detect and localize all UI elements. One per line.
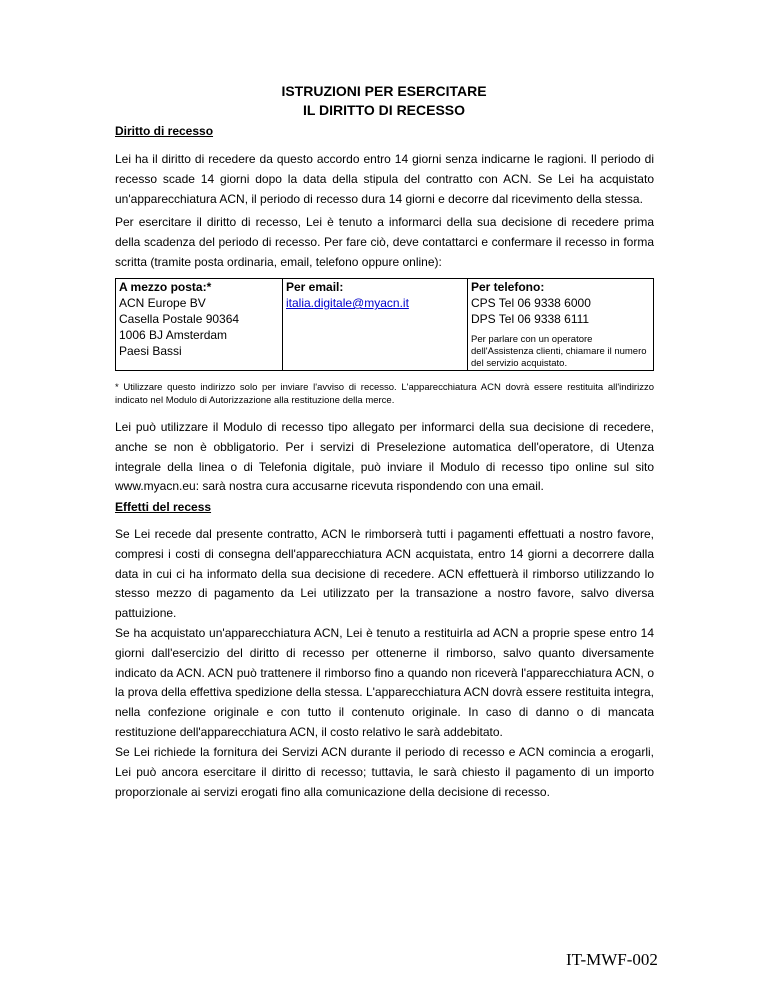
document-title-line-2: IL DIRITTO DI RECESSO — [302, 102, 466, 118]
contact-post-header: A mezzo posta:* — [119, 280, 212, 294]
contact-phone-cell — [468, 279, 654, 371]
contact-email-header: Per email: — [286, 280, 344, 294]
contact-email-link[interactable]: italia.digitale@myacn.it — [286, 296, 409, 310]
contact-phone-note: Per parlare con un operatore dell'Assistenza clienti, chiamare il numero del servizio acquistato. — [471, 334, 647, 369]
document-code: IT-MWF-002 — [566, 950, 658, 969]
paragraph-diritto-2: Per esercitare il diritto di recesso, Lei è tenuto a informarci della sua decisione di recedere prima della scadenza del periodo di recesso. Per fare ciò, deve contattarci e confermare il recesso in forma scritta (tramite posta ordinaria, email, telefono oppure online): — [115, 215, 654, 269]
contacts-table — [115, 278, 654, 371]
contact-post-cell — [116, 279, 283, 371]
contact-post-line: 1006 BJ Amsterdam — [119, 328, 228, 342]
paragraph-effetti-1: Se Lei recede dal presente contratto, ACN le rimborserà tutti i pagamenti effettuati a nostro favore, compresi i costi di consegna dell'apparecchiatura ACN acquistata, entro 14 giorni a decorrere dalla data in cui ci ha informato della sua decisione di recedere. ACN effettuerà il rimborso utilizzando lo stesso mezzo di pagamento da Lei utilizzato per la transazione a nostro favore, salvo diversa pattuizione. — [115, 527, 654, 621]
contact-phone-line: CPS Tel 06 9338 6000 — [471, 296, 591, 310]
contact-phone-line: DPS Tel 06 9338 6111 — [471, 312, 590, 326]
contact-email-cell — [283, 279, 468, 371]
section-heading-diritto: Diritto di recesso — [115, 124, 214, 138]
contact-post-line: Casella Postale 90364 — [119, 312, 240, 326]
paragraph-effetti-3: Se Lei richiede la fornitura dei Servizi ACN durante il periodo di recesso e ACN comincia a erogarli, Lei può ancora esercitare il diritto di recesso; tuttavia, le sarà chiesto il pagamento di un importo proporzionale ai servizi erogati fino alla comunicazione della decisione di recesso. — [115, 745, 654, 799]
section-heading-effetti: Effetti del recess — [115, 500, 212, 514]
document-title-line-1: ISTRUZIONI PER ESERCITARE — [281, 83, 487, 99]
address-footnote: * Utilizzare questo indirizzo solo per inviare l'avviso di recesso. L'apparecchiatura ACN dovrà essere restituita all'indirizzo indicato nel Modulo di Autorizzazione alla restituzione della merce. — [115, 382, 654, 406]
paragraph-diritto-1: Lei ha il diritto di recedere da questo accordo entro 14 giorni senza indicarne le ragioni. Il periodo di recesso scade 14 giorni dopo la data della stipula del contratto con ACN. Se Lei ha acquistato un'apparecchiatura ACN, il periodo di recesso dura 14 giorni e decorre dal ricevimento della stessa. — [115, 152, 654, 206]
contact-post-line: Paesi Bassi — [119, 344, 182, 358]
contact-post-line: ACN Europe BV — [119, 296, 206, 310]
paragraph-effetti-2: Se ha acquistato un'apparecchiatura ACN, Lei è tenuto a restituirla ad ACN a proprie spese entro 14 giorni dall'esercizio del diritto di recesso per ottenerne il rimborso, salvo quanto diversamente indicato da ACN. ACN può trattenere il rimborso fino a quando non riceverà l'apparecchiatura ACN, o la prova della effettiva spedizione della stessa. L'apparecchiatura ACN dovrà essere restituita integra, nella confezione originale e con tutto il contenuto originale. In caso di danno o di mancata restituzione dell'apparecchiatura ACN, il costo relativo le sarà addebitato. — [115, 626, 654, 739]
contact-phone-header: Per telefono: — [471, 280, 545, 294]
paragraph-modulo-recesso: Lei può utilizzare il Modulo di recesso tipo allegato per informarci della sua decisione di recedere, anche se non è obbligatorio. Per i servizi di Preselezione automatica dell'operatore, di Utenza integrale della linea o di Telefonia digitale, può inviare il Modulo di recesso tipo online sul sito www.myacn.eu: sarà nostra cura accusarne ricevuta rispondendo con una email. — [115, 420, 654, 494]
